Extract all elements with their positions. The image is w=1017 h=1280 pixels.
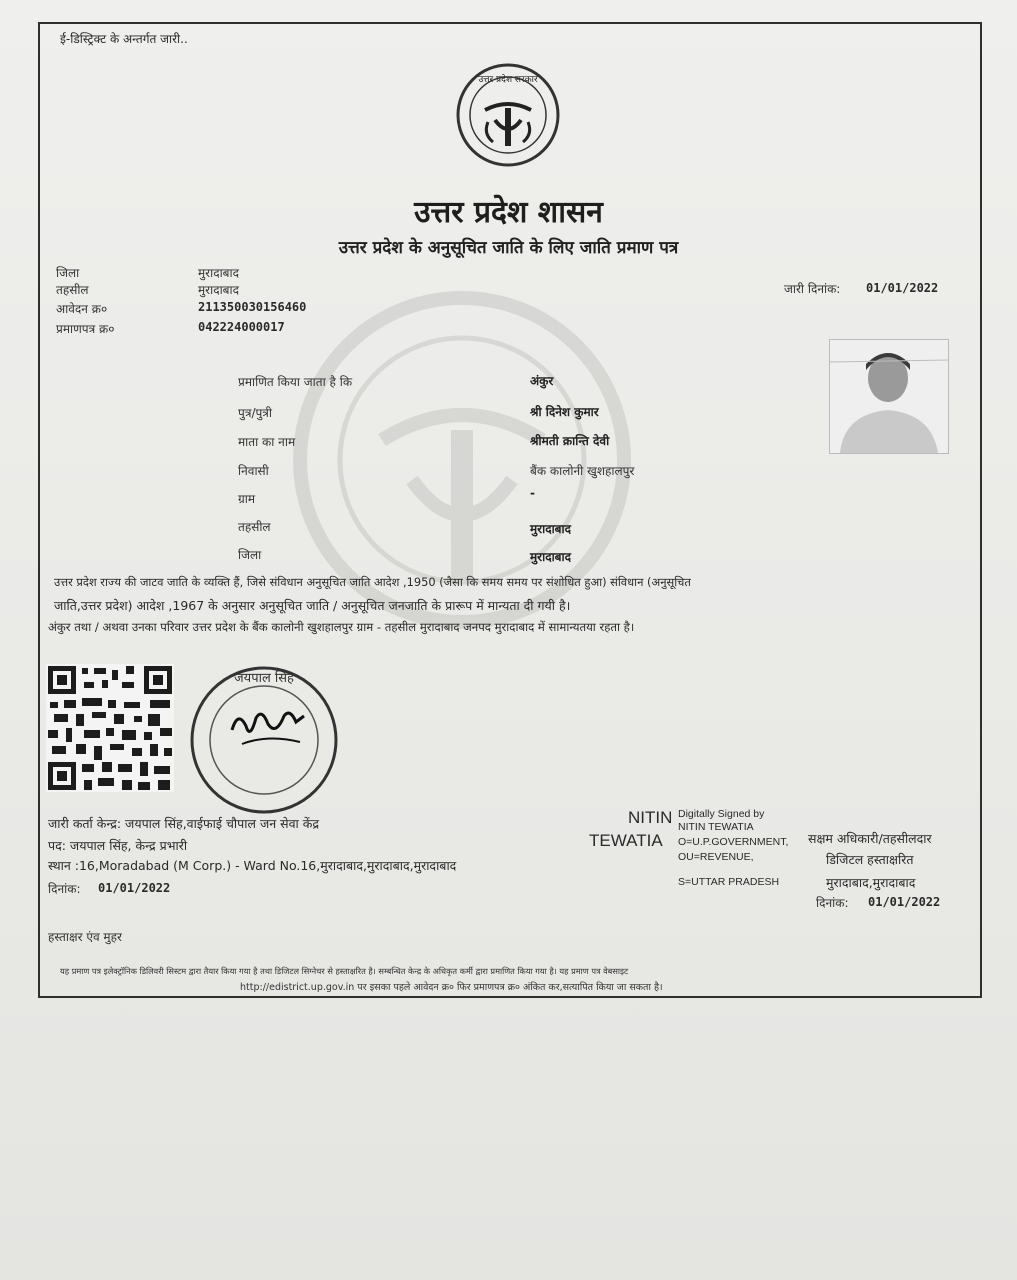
detail-label: पुत्र/पुत्री — [238, 406, 273, 420]
detail-value: - — [530, 486, 535, 500]
certificate-text-line1: उत्तर प्रदेश राज्य की जाटव जाति के व्यक्ति हैं, जिसे संविधान अनुसूचित जाति आदेश ,1950 (जैसा कि समय समय पर संशोधित हुआ) संविधान (अनुसूचित — [54, 575, 691, 589]
district-value: मुरादाबाद — [198, 266, 240, 280]
signature-seal-label: हस्ताक्षर एंव मुहर — [48, 930, 122, 944]
detail-value: श्री दिनेश कुमार — [530, 405, 599, 419]
application-label: आवेदन क्र० — [56, 302, 108, 316]
authority-date-label: दिनांक: — [816, 896, 849, 910]
emblem-text: उत्तर प्रदेश सरकार — [478, 75, 538, 85]
certificate-number: 042224000017 — [198, 320, 285, 334]
issuer-date-label: दिनांक: — [48, 882, 81, 896]
issue-date-value: 01/01/2022 — [866, 281, 939, 295]
detail-label: तहसील — [238, 520, 271, 534]
detail-value: अंकुर — [530, 374, 554, 388]
signature-org: O=U.P.GOVERNMENT, — [678, 836, 789, 848]
qr-code — [46, 664, 174, 792]
authority-title: सक्षम अधिकारी/तहसीलदार — [808, 831, 932, 846]
footer-note-line1: यह प्रमाण पत्र इलेक्ट्रॉनिक डिलिवरी सिस्टम द्वारा तैयार किया गया है तथा डिजिटल सिग्नेचर से हस्ताक्षरित है। सम्बन्धित केन्द्र के अधिकृत कर्मी द्वारा प्रमाणित किया गया है। यह प्रमाण पत्र वेबसाइट — [60, 966, 629, 976]
signature-ou: OU=REVENUE, — [678, 851, 754, 863]
official-stamp-icon — [172, 660, 342, 820]
applicant-photo — [829, 339, 949, 454]
issuing-center: जारी कर्ता केन्द्र: जयपाल सिंह,वाईफाई चौपाल जन सेवा केंद्र — [48, 816, 319, 831]
detail-label: माता का नाम — [238, 435, 296, 449]
issue-date-label: जारी दिनांक: — [784, 282, 841, 296]
detail-value: बैंक कालोनी खुशहालपुर — [530, 464, 635, 478]
signer-first-name: NITIN — [628, 808, 673, 827]
signed-by-name: NITIN TEWATIA — [678, 821, 754, 833]
issued-note: ई-डिस्ट्रिक्ट के अन्तर्गत जारी.. — [60, 32, 188, 46]
certificate-text-line3: अंकुर तथा / अथवा उनका परिवार उत्तर प्रदेश के बैंक कालोनी खुशहालपुर ग्राम - तहसील मुरादाबाद जनपद मुरादाबाद में सामान्यतया रहता है। — [48, 620, 635, 634]
issuer-date-value: 01/01/2022 — [98, 881, 171, 895]
footer-note-line2: http://edistrict.up.gov.in पर इसका पहले आवेदन क्र० फिर प्रमाणपत्र क्र० अंकित कर,सत्यापित किया जा सकता है। — [240, 982, 663, 993]
signature-state: S=UTTAR PRADESH — [678, 876, 780, 888]
authority-digital: डिजिटल हस्ताक्षरित — [826, 852, 914, 867]
page-subtitle: उत्तर प्रदेश के अनुसूचित जाति के लिए जाति प्रमाण पत्र — [338, 238, 679, 258]
detail-value: मुरादाबाद — [530, 550, 572, 564]
certificate-text-line2: जाति,उत्तर प्रदेश) आदेश ,1967 के अनुसार अनुसूचित जाति / अनुसूचित जनजाति के प्रारूप में मान्यता दी गयी है। — [54, 598, 571, 613]
detail-label: प्रमाणित किया जाता है कि — [238, 375, 353, 389]
detail-label: निवासी — [238, 464, 269, 478]
page-title: उत्तर प्रदेश शासन — [414, 195, 603, 230]
signed-by-label: Digitally Signed by — [678, 808, 765, 820]
certificate-label: प्रमाणपत्र क्र० — [56, 322, 115, 336]
issuer-place: स्थान :16,Moradabad (M Corp.) - Ward No.16,मुरादाबाद,मुरादाबाद,मुरादाबाद — [48, 858, 457, 873]
tehsil-value: मुरादाबाद — [198, 283, 240, 297]
detail-label: ग्राम — [238, 492, 256, 506]
detail-label: जिला — [238, 548, 262, 562]
application-number: 211350030156460 — [198, 300, 307, 314]
tehsil-label: तहसील — [56, 283, 89, 297]
district-label: जिला — [56, 266, 80, 280]
signer-last-name: TEWATIA — [589, 831, 663, 850]
detail-value: श्रीमती क्रान्ति देवी — [530, 434, 610, 448]
issuer-post: पद: जयपाल सिंह, केन्द्र प्रभारी — [48, 838, 188, 853]
up-government-emblem-icon — [455, 62, 561, 168]
stamp-text: जयपाल सिंह — [234, 671, 294, 686]
detail-value: मुरादाबाद — [530, 522, 572, 536]
authority-location: मुरादाबाद,मुरादाबाद — [826, 875, 916, 890]
authority-date-value: 01/01/2022 — [868, 895, 941, 909]
